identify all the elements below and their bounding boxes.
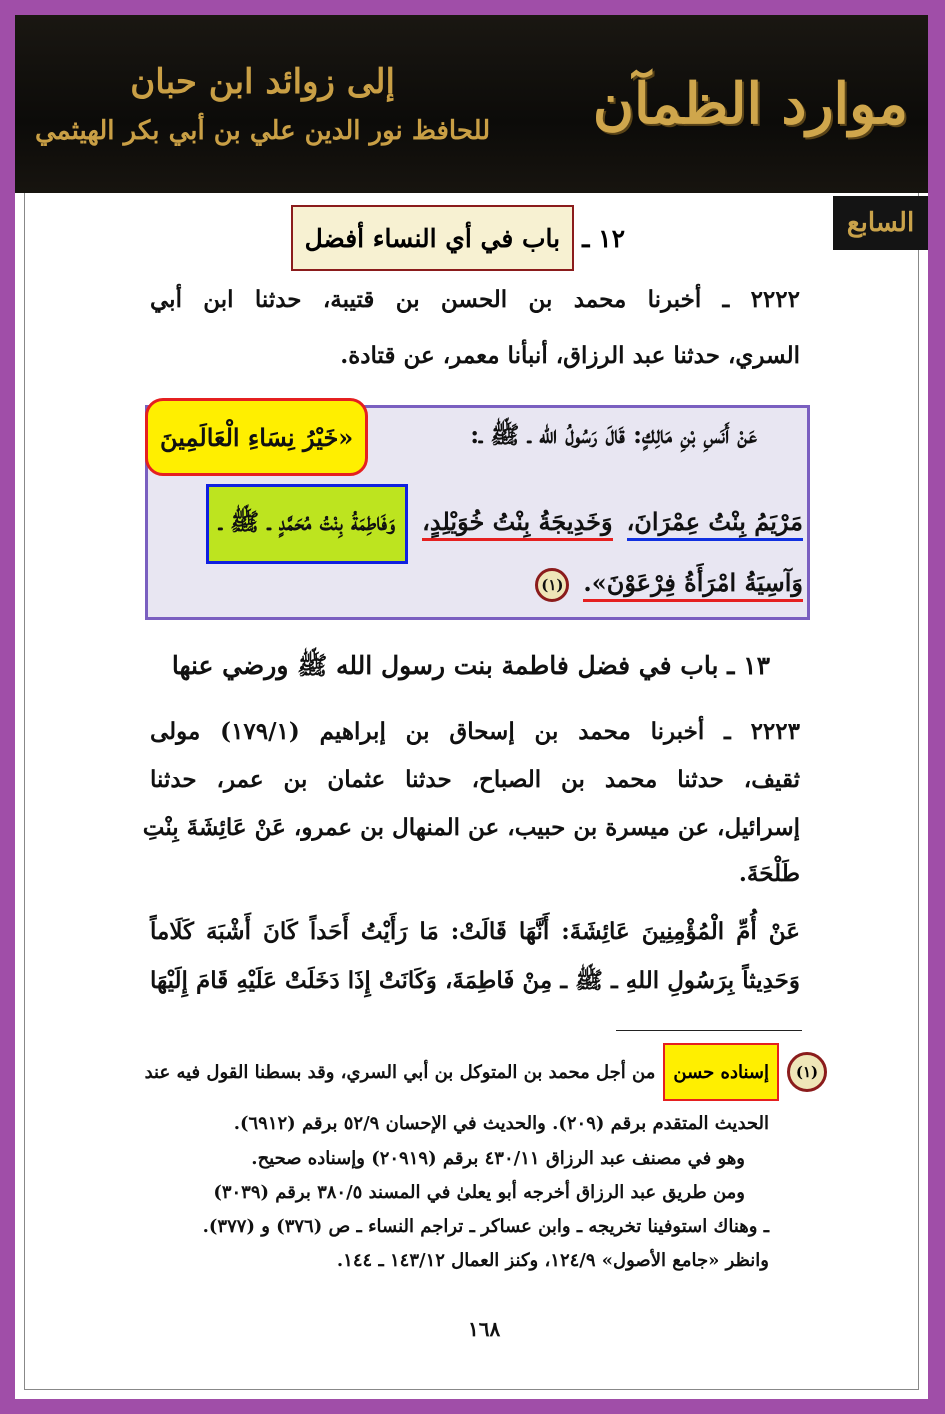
khadija-text: وَخَدِيجَةُ بِنْتُ خُوَيْلِدٍ، — [422, 507, 612, 541]
section-12-title: باب في أي النساء أفضل — [291, 205, 575, 271]
isnad-line: إسرائيل، عن ميسرة بن حبيب، عن المنهال بن عمرو، عَنْ عَائِشَةَ بِنْتِ — [142, 814, 800, 841]
hadith-row — [148, 568, 803, 602]
isnad-line: ٢٢٢٢ ـ أخبرنا محمد بن الحسن بن قتيبة، حدثنا ابن أبي — [150, 286, 800, 313]
book-banner — [15, 15, 928, 193]
book-title: موارد الظمآن — [592, 71, 908, 137]
isnad-line: السري، حدثنا عبد الرزاق، أنبأنا معمر، عن قتادة. — [340, 342, 800, 369]
footnote-line: وهو في مصنف عبد الرزاق ٤٣٠/١١ برقم (٢٠٩١٩) وإسناده صحيح. — [251, 1148, 745, 1169]
footnote-line: ـ وهناك استوفينا تخريجه ـ وابن عساكر ـ تراجم النساء ـ ص (٣٧٦) و (٣٧٧). — [202, 1216, 769, 1237]
footnote-separator — [616, 1030, 802, 1031]
footnote-marker: (١) — [787, 1052, 827, 1092]
maryam-text: مَرْيَمُ بِنْتُ عِمْرَانَ، — [627, 507, 803, 541]
footnote-text: من أجل محمد بن المتوكل بن أبي السري، وقد بسطنا القول فيه عند — [144, 1061, 656, 1083]
hadith-row — [148, 484, 803, 564]
footnote-highlight: إسناده حسن — [663, 1043, 779, 1101]
matn-intro: عَنْ أَنَسِ بْنِ مَالِكٍ: قَالَ رَسُولُ الله ـ ﷺ ـ: — [470, 419, 757, 449]
footnote-line: الحديث المتقدم برقم (٢٠٩). والحديث في الإحسان ٥٢/٩ برقم (٦٩١٢). — [233, 1113, 769, 1134]
asiya-text: وَآسِيَةُ امْرَأَةُ فِرْعَوْنَ». — [583, 568, 803, 602]
highlight-fatima: وَفَاطِمَةُ بِنْتُ مُحَمَّدٍ ـ ﷺ ـ — [206, 484, 408, 564]
footnote-line: وانظر «جامع الأصول» ١٢٤/٩، وكنز العمال ١٤٣/١٢ ـ ١٤٤. — [336, 1250, 769, 1271]
section-13-title: ١٣ ـ باب في فضل فاطمة بنت رسول الله ﷺ ورضي عنها — [171, 651, 770, 680]
hadith-row — [145, 398, 803, 476]
book-subtitle: إلى زوائد ابن حبان — [130, 62, 395, 102]
volume-label: السابع — [833, 196, 928, 250]
matn-line: وَحَدِيثاً بِرَسُولِ اللهِ ـ ﷺ ـ مِنْ فَاطِمَةَ، وَكَانَتْ إِذَا دَخَلَتْ عَلَيْهِ قَامَ إِلَيْهَا — [150, 967, 800, 994]
book-author: للحافظ نور الدين علي بن أبي بكر الهيثمي — [35, 116, 491, 146]
footnote-first-line — [145, 1043, 827, 1101]
isnad-line: طَلْحَةَ. — [738, 860, 800, 887]
isnad-line: ثقيف، حدثنا محمد بن الصباح، حدثنا عثمان بن عمر، حدثنا — [150, 766, 800, 793]
matn-line: عَنْ أُمِّ الْمُؤْمِنِينَ عَائِشَةَ: أَنَّهَا قَالَتْ: مَا رَأَيْتُ أَحَداً كَانَ أَشْبَهَ كَلَاماً — [150, 918, 800, 945]
section-12-heading — [291, 205, 625, 271]
highlight-khayr-nisa: «خَيْرُ نِسَاءِ الْعَالَمِينَ — [145, 398, 368, 476]
section-12-number: ١٢ ـ — [582, 223, 625, 253]
book-subtitle-group — [35, 62, 490, 146]
hadith-highlight-box — [145, 405, 810, 620]
page-number: ١٦٨ — [468, 1317, 501, 1341]
isnad-line: ٢٢٢٣ ـ أخبرنا محمد بن إسحاق بن إبراهيم (١٧٩/١) مولى — [150, 718, 800, 745]
footnote-ref-marker[interactable]: (١) — [535, 568, 569, 602]
footnote-line: ومن طريق عبد الرزاق أخرجه أبو يعلىٰ في المسند ٣٨٠/٥ برقم (٣٠٣٩) — [213, 1182, 745, 1203]
